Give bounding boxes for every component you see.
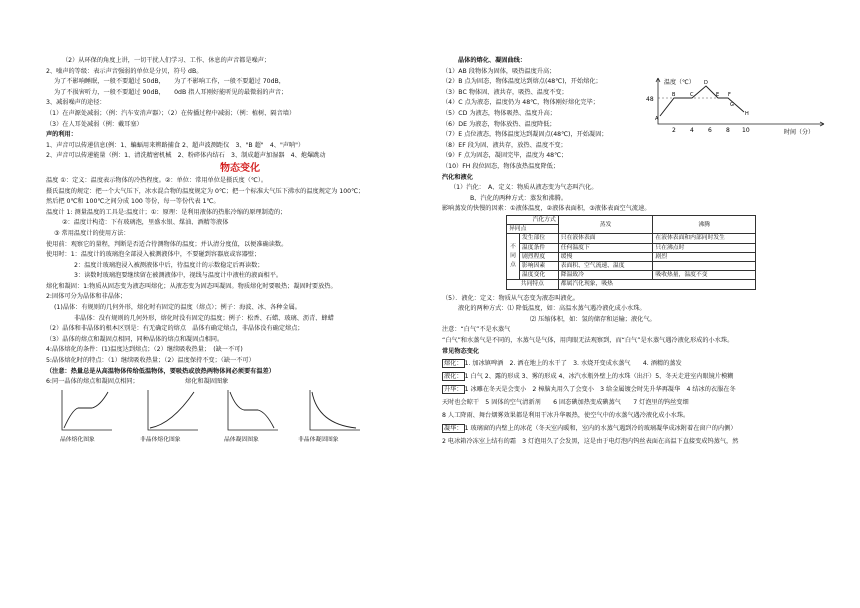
text-line: （5）．液化：定义：物质从气态变为液态叫液化。 xyxy=(442,294,579,302)
table-cell: 任何温度下 xyxy=(558,243,653,252)
x-tick-label: 2 xyxy=(672,127,676,134)
table-header-cell: 异同点 xyxy=(507,225,559,234)
table-cell: 温度变化 xyxy=(520,271,559,280)
text-line: 4:晶体熔化的条件：(1)温度达到熔点；（2）继续吸收热量； (缺一不可) xyxy=(46,346,243,354)
point-label: F xyxy=(728,92,731,98)
table-cell: 发生部位 xyxy=(520,234,559,243)
table-cell: 在液体表面和内部同时发生 xyxy=(653,234,756,243)
tag-box: 液化： xyxy=(444,373,463,381)
text-line: (1)晶体：有规则的几何外形，熔化时有固定的温度（熔点）；例子：海波、冰、各种金属。 xyxy=(54,304,301,312)
graph-caption: 晶体熔化图象 xyxy=(60,436,95,443)
point-label: G xyxy=(730,102,734,108)
text-line: 然后把 0℃和 100℃之间分成 100 等份，每一等份代表 1℃。 xyxy=(46,198,220,206)
y-axis-label: 温度（℃） xyxy=(664,79,695,86)
section-heading: 晶体的熔化、凝固曲线： xyxy=(458,57,527,64)
phenomenon-line: 升华： 1 冰雕在冬天是会变小 2 樟脑丸用久了会变小 3 给金属镀会时先升华再凝华 4 结冰的衣服在冬 xyxy=(444,386,736,394)
x-tick-label: 6 xyxy=(708,127,712,134)
section-title: 物态变化 xyxy=(220,162,260,174)
table-cell xyxy=(653,261,756,270)
point-label: B xyxy=(672,92,676,98)
temperature-curve xyxy=(660,86,744,116)
text-line: （2）B 点为固态，物体温度达到熔点(48℃)，开始熔化； xyxy=(442,78,602,86)
table-header-cell: 蒸发 xyxy=(558,215,653,233)
table-cell: 剧烈 xyxy=(653,252,756,261)
amorphous-melting-graph xyxy=(142,388,200,434)
text-line: （1）汽化： A、定义：物质从液态变为气态叫汽化。 xyxy=(450,184,598,192)
text-line: B、汽化的两种方式：蒸发和沸腾。 xyxy=(470,194,568,202)
table-cell: 共同特点 xyxy=(507,280,559,289)
temperature-curve-graph xyxy=(644,76,834,138)
text-line: 影响蒸发的快慢的因素：①液体温度，②液体表面积，③液体表面空气流速。 xyxy=(442,205,651,213)
text-line: （2）晶体和非晶体的根本区别是：有无确定的熔点 晶体有确定熔点，非晶体没有确定熔点； xyxy=(46,325,304,333)
phenomenon-line: 熔化： 1. 加冰镇啤酒 2. 洒在地上的水干了 3. 水烧开变成水蒸气 4. 酒精的蒸发 xyxy=(444,360,682,368)
table-cell: 只在液体表面 xyxy=(558,234,653,243)
text-line: （3）晶体的熔点和凝固点相同，同种晶体的熔点和凝固点相同。 xyxy=(46,335,224,343)
table-cell: 降温致冷 xyxy=(558,271,653,280)
x-tick-label: 10 xyxy=(742,127,750,134)
graph-caption: 非晶体熔化图象 xyxy=(140,436,181,443)
text-line: 摄氏温度的规定：把一个大气压下，冰水混合物的温度规定为 0℃；把一个标准大气压下沸水的温度规定为 100℃； xyxy=(46,187,365,195)
crystal-solidifying-graph xyxy=(222,388,280,434)
phenomenon-line: 8 人工降雨、舞台烟雾效果都是利用干冰升华吸热，使空气中的水蒸气遇冷液化成小水珠。 xyxy=(442,412,690,420)
text-line: 3、减弱噪声的途径： xyxy=(46,99,106,107)
graph-caption: 晶体凝固图象 xyxy=(224,436,259,443)
text-line: 使用前：观察它的量程，判断是否适合待测物体的温度；并认清分度值，以便准确读数。 xyxy=(46,240,288,248)
crystal-melting-graph xyxy=(56,388,114,434)
x-tick-label: 8 xyxy=(726,127,730,134)
text-line: （7）E 点位液态，物体温度达到凝固点(48℃)，开始凝固； xyxy=(442,131,608,139)
table-header-cell: 汽化方式 xyxy=(507,215,559,224)
table-cell: 表面积、空气流速、温度 xyxy=(558,261,653,270)
text-line: 温度计 1: 测量温度的工具是:温度计；①：原理：是利用液体的热胀冷缩的原理制造的； xyxy=(46,208,287,216)
x-axis-label: 时间（分） xyxy=(784,129,815,136)
text-line: 6:同一晶体的熔点和凝固点相同； 熔化和凝固图象 xyxy=(46,378,229,386)
text-line: 2：温度计玻璃泡浸入被测液体中后，待温度计的示数稳定后再读数； xyxy=(74,261,264,269)
text-line: （10）FH 段位固态，物体放热温度降低； xyxy=(442,162,560,170)
text-line: 1、声音可以传递信息(例：1、蝙蝠用来辨路捕食 2、超声波测距仪 3、"B 超" 4、"声呐"） xyxy=(46,141,305,149)
point-label: D xyxy=(704,80,708,86)
left-column xyxy=(46,56,434,446)
text-line: ③ 常用温度计的使用方法： xyxy=(54,229,130,237)
text-line: 2、声音可以传递能量（例：1、清洗精密机械 2、粉碎体内结石 3、制成超声加湿器 4、炮爆跳动 xyxy=(46,152,326,160)
text-line: 液化的两种方式：⑴ 降低温度，如：高温水蒸气遇冷液化成小水珠。 xyxy=(458,305,646,313)
table-cell: 都属汽化现象，吸热 xyxy=(558,280,755,289)
text-line: （6）DE 为液态，物体放热、温度降低； xyxy=(442,120,556,128)
text-line: 温度 ①：定义：温度表示物体的冷热程度。②：单位：常用单位是摄氏度（℃）。 xyxy=(46,176,268,184)
phenomenon-line: 天时也会晾干 5 固体的空气清新剂 6 固态碘加热变成碘蒸气 7 灯泡里的钨丝变细 xyxy=(442,399,689,407)
table-cell: 剧烈程度 xyxy=(520,252,559,261)
text-line: 5:晶体熔化时的特点：（1）继续吸收热量；（2）温度保持不变；（缺一不可） xyxy=(46,357,255,365)
melting-graphs xyxy=(46,388,434,446)
text-line: （3）在人耳处减弱（例：戴耳塞） xyxy=(46,120,143,128)
text-line: 熔化和凝固：1:物质从固态变为液态叫熔化；从液态变为固态叫凝固。物质熔化时要吸热；凝固时要放热。 xyxy=(46,282,337,290)
text-line: （4）C 点为液态，温度仍为 48℃，物体刚好熔化完毕； xyxy=(442,99,599,107)
text-line: ②：温度计构造：下有玻璃泡，里盛水银、煤油、酒精等液体 xyxy=(62,219,229,227)
note-line: （注意：热量总是从高温物体传给低温物体，要吸热或放热两物体间必须要有温差） xyxy=(46,367,275,375)
point-label: A xyxy=(655,116,659,122)
text-line: 使用时：1：温度计的玻璃泡全部浸入被测液体中，不要碰到容器底或容器壁； xyxy=(46,251,261,259)
text-line: 注意：“白气”不是水蒸气 xyxy=(442,326,511,334)
text-line: “白气”和水蒸气是不同的，水蒸气是气体，用肉眼无法观察到，而“白气”是水蒸气遇冷液化形成的小水珠。 xyxy=(442,336,734,344)
text-line: （2）从环保的角度上讲，一切干扰人们学习、工作、休息的声音都是噪声； xyxy=(62,57,271,64)
table-header-cell: 沸腾 xyxy=(653,215,756,233)
text-line: （1）AB 段物体为固体，吸热温度升高； xyxy=(442,67,556,75)
text-line: 非晶体：没有规则的几何外形，熔化时没有固定的温度；例子：松香、石蜡、玻璃、沥青、蜂蜡 xyxy=(74,314,334,322)
text-line: （1）在声源处减弱；（例：汽车安消声器）；（2）在传播过程中减弱；（例：植树、隔音墙） xyxy=(46,109,296,117)
tag-box: 凝华： xyxy=(444,425,463,433)
text-line: （3）BC 物体固、液共存，吸热、温度不变； xyxy=(442,88,568,96)
y-value-label: 48 xyxy=(646,96,654,103)
section-heading: 声的利用： xyxy=(46,131,77,139)
x-tick-label: 4 xyxy=(690,127,694,134)
section-heading: 汽化和液化 xyxy=(442,173,473,181)
amorphous-solidifying-graph xyxy=(304,388,362,434)
table-cell: 缓慢 xyxy=(558,252,653,261)
table-cell: 吸收热量，温度不变 xyxy=(653,271,756,280)
tag-box: 升华： xyxy=(444,386,463,394)
table-cell: 只在沸点时 xyxy=(653,243,756,252)
text-line: （8）EF 段为固、液共存，放热、温度不变； xyxy=(442,141,567,149)
text-line: 2、噪声的等级：表示声音强弱的单位是分贝，符号 dB。 xyxy=(46,67,203,75)
phenomenon-line: 凝华： 1 玻璃窗的内壁上的冰花（冬天室内暖和，室内的水蒸气遇到冷的玻璃凝华成冰附着在窗户的内侧） xyxy=(444,425,737,433)
point-label: C xyxy=(690,92,694,98)
text-line: （5）CD 为液态，物体吸热、温度升高； xyxy=(442,109,556,117)
tag-box: 熔化： xyxy=(444,360,463,368)
graph-caption: 非晶体凝固图象 xyxy=(298,436,339,443)
text-line: 为了不影响睡眠，一般不要超过 50dB， 为了不影响工作，一般不要超过 70dB， xyxy=(54,78,285,86)
text-line: ⑵ 压缩体积，如：氢的储存和运输；液化气。 xyxy=(530,315,656,323)
table-cell: 影响因素 xyxy=(520,261,559,270)
text-line: 为了不损害听力，一般不要超过 90dB， 0dB 指人耳刚好能听见的最微弱的声音； xyxy=(54,88,288,96)
text-line: （9）F 点为固态，凝固完毕，温度为 48℃； xyxy=(442,152,568,160)
evaporation-boiling-table xyxy=(506,215,756,290)
phenomenon-line: 液化： 1 白气 2、露的形成 3、雾的形成 4、冰汽水瓶外壁上的水珠（出汗）5、冬天走进室内眼镜片模糊 xyxy=(444,373,734,381)
point-label: E xyxy=(716,92,720,98)
text-line: 3：读数时玻璃泡要继续留在被测液体中，视线与温度计中液柱的液面相平。 xyxy=(74,272,283,280)
point-label: H xyxy=(745,111,749,117)
text-line: 2:固体可分为晶体和非晶体； xyxy=(46,293,127,301)
table-row-label: 不同点 xyxy=(507,234,520,280)
section-heading: 常见物态变化 xyxy=(442,347,480,355)
table-cell: 温度条件 xyxy=(520,243,559,252)
phenomenon-line: 2 电冰箱冷冻室上结有的霜 3 灯泡用久了会发黑，这是由于电灯泡内钨丝表面在高温下直接变成钨蒸气，然 xyxy=(442,438,739,446)
